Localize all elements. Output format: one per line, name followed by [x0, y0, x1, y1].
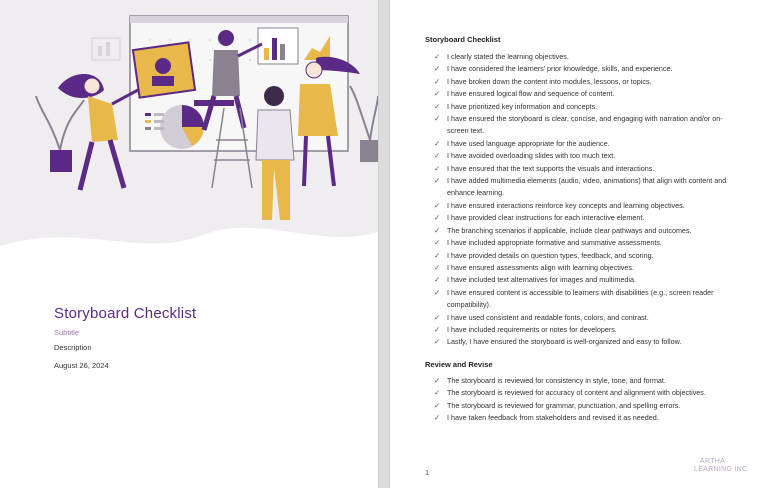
checklist-item	[434, 274, 734, 286]
checklist-item	[434, 312, 734, 324]
checklist-item-text: I have added multimedia elements (audio, video, animations) that align with content and enhance learning.	[447, 176, 727, 198]
checkmark-icon: ✓	[434, 312, 441, 322]
cover-page	[0, 0, 378, 488]
checkmark-icon: ✓	[434, 388, 441, 398]
checklist-item-text: I have included text alternatives for images and multimedia.	[447, 275, 636, 285]
checkmark-icon: ✓	[434, 76, 441, 86]
checkmark-icon: ✓	[434, 238, 441, 248]
checklist-item	[434, 175, 734, 200]
checkmark-icon: ✓	[434, 213, 441, 223]
cover-title[interactable]: Storyboard Checklist	[54, 305, 197, 322]
checklist-item-text: I have avoided overloading slides with too much text.	[447, 151, 616, 161]
checklist-item-text: I have ensured the storyboard is clear, concise, and engaging with narration and/or on-screen text.	[447, 114, 723, 136]
checkmark-icon: ✓	[434, 101, 441, 111]
checklist-item-text: I have provided clear instructions for each interactive element.	[447, 213, 645, 223]
checklist-items	[434, 51, 734, 349]
checklist-item-text: I have taken feedback from stakeholders and revised it as needed.	[447, 413, 659, 423]
checklist-item-text: The storyboard is reviewed for consistency in style, tone, and format.	[447, 376, 666, 385]
checkmark-icon: ✓	[434, 324, 441, 334]
checkmark-icon: ✓	[434, 89, 441, 99]
checkmark-icon: ✓	[434, 376, 441, 385]
checkmark-icon: ✓	[434, 287, 441, 297]
checklist-item-text: I have used language appropriate for the audience.	[447, 138, 610, 148]
checklist-item	[434, 51, 734, 63]
checkmark-icon: ✓	[434, 163, 441, 173]
checkmark-icon: ✓	[434, 337, 441, 347]
checklist-item-text: I have ensured assessments align with learning objectives.	[447, 262, 634, 272]
checklist-item	[434, 88, 734, 100]
review-heading: Review and Revise	[425, 360, 493, 369]
company-logo	[694, 458, 754, 476]
checklist-item	[434, 262, 734, 274]
checklist-item	[434, 212, 734, 224]
checklist-item	[434, 138, 734, 150]
checklist-item-text: Lastly, I have ensured the storyboard is well-organized and easy to follow.	[447, 337, 682, 347]
checklist-heading: Storyboard Checklist	[425, 35, 501, 44]
checklist-item-text: I have considered the learners' prior knowledge, skills, and experience.	[447, 64, 673, 74]
checklist-item	[434, 225, 734, 237]
checklist-item-text: I have provided details on question types, feedback, and scoring.	[447, 250, 654, 260]
checklist-item	[434, 163, 734, 175]
checkmark-icon: ✓	[434, 64, 441, 74]
checkmark-icon: ✓	[434, 151, 441, 161]
checklist-item-text: I clearly stated the learning objectives.	[447, 52, 569, 61]
checklist-item-text: I have included appropriate formative and summative assessments.	[447, 238, 662, 248]
checklist-item-text: The storyboard is reviewed for grammar, punctuation, and spelling errors.	[447, 400, 681, 410]
checklist-item-text: I have prioritized key information and concepts.	[447, 101, 598, 111]
checklist-item-text: The branching scenarios if applicable, include clear pathways and outcomes.	[447, 225, 692, 235]
checklist-item	[434, 237, 734, 249]
checklist-item	[434, 76, 734, 88]
checklist-item	[434, 250, 734, 262]
checkmark-icon: ✓	[434, 225, 441, 235]
checklist-item	[434, 200, 734, 212]
cover-date[interactable]: August 26, 2024	[54, 361, 109, 370]
page-number: 1	[425, 468, 430, 477]
checkmark-icon: ✓	[434, 262, 441, 272]
checklist-item	[434, 375, 734, 387]
checklist-item-text: I have included requirements or notes for developers.	[447, 324, 617, 334]
review-items	[434, 375, 734, 425]
logo-line1: ARTHA	[700, 458, 726, 465]
checkmark-icon: ✓	[434, 52, 441, 61]
checklist-item	[434, 150, 734, 162]
checkmark-icon: ✓	[434, 200, 441, 210]
checklist-item	[434, 387, 734, 399]
checkmark-icon: ✓	[434, 275, 441, 285]
cover-subtitle[interactable]: Subtitle	[54, 328, 80, 337]
cover-illustration	[0, 0, 378, 260]
checklist-item	[434, 113, 734, 138]
checklist-item	[434, 287, 734, 312]
page-gutter	[378, 0, 390, 488]
checklist-item-text: The storyboard is reviewed for accuracy of content and alignment with objectives.	[447, 388, 706, 398]
checklist-item	[434, 324, 734, 336]
checkmark-icon: ✓	[434, 413, 441, 423]
checkmark-icon: ✓	[434, 138, 441, 148]
checklist-item	[434, 101, 734, 113]
checklist-item-text: I have ensured logical flow and sequence of content.	[447, 89, 615, 99]
checkmark-icon: ✓	[434, 176, 441, 186]
checklist-item-text: I have ensured interactions reinforce key concepts and learning objectives.	[447, 200, 685, 210]
checkmark-icon: ✓	[434, 250, 441, 260]
checklist-item	[434, 412, 734, 424]
checklist-item	[434, 63, 734, 75]
checklist-item	[434, 336, 734, 348]
checklist-item	[434, 400, 734, 412]
checklist-item-text: I have used consistent and readable fonts, colors, and contrast.	[447, 312, 649, 322]
logo-line2: LEARNING INC.	[694, 466, 750, 473]
checkmark-icon: ✓	[434, 400, 441, 410]
checklist-page	[390, 0, 768, 488]
checklist-item-text: I have ensured that the text supports the visuals and interactions.	[447, 163, 655, 173]
checkmark-icon: ✓	[434, 114, 441, 124]
checklist-item-text: I have broken down the content into modules, lessons, or topics.	[447, 76, 652, 86]
cover-description[interactable]: Description	[54, 343, 92, 352]
checklist-item-text: I have ensured content is accessible to learners with disabilities (e.g., screen reader compatibility).	[447, 287, 714, 310]
